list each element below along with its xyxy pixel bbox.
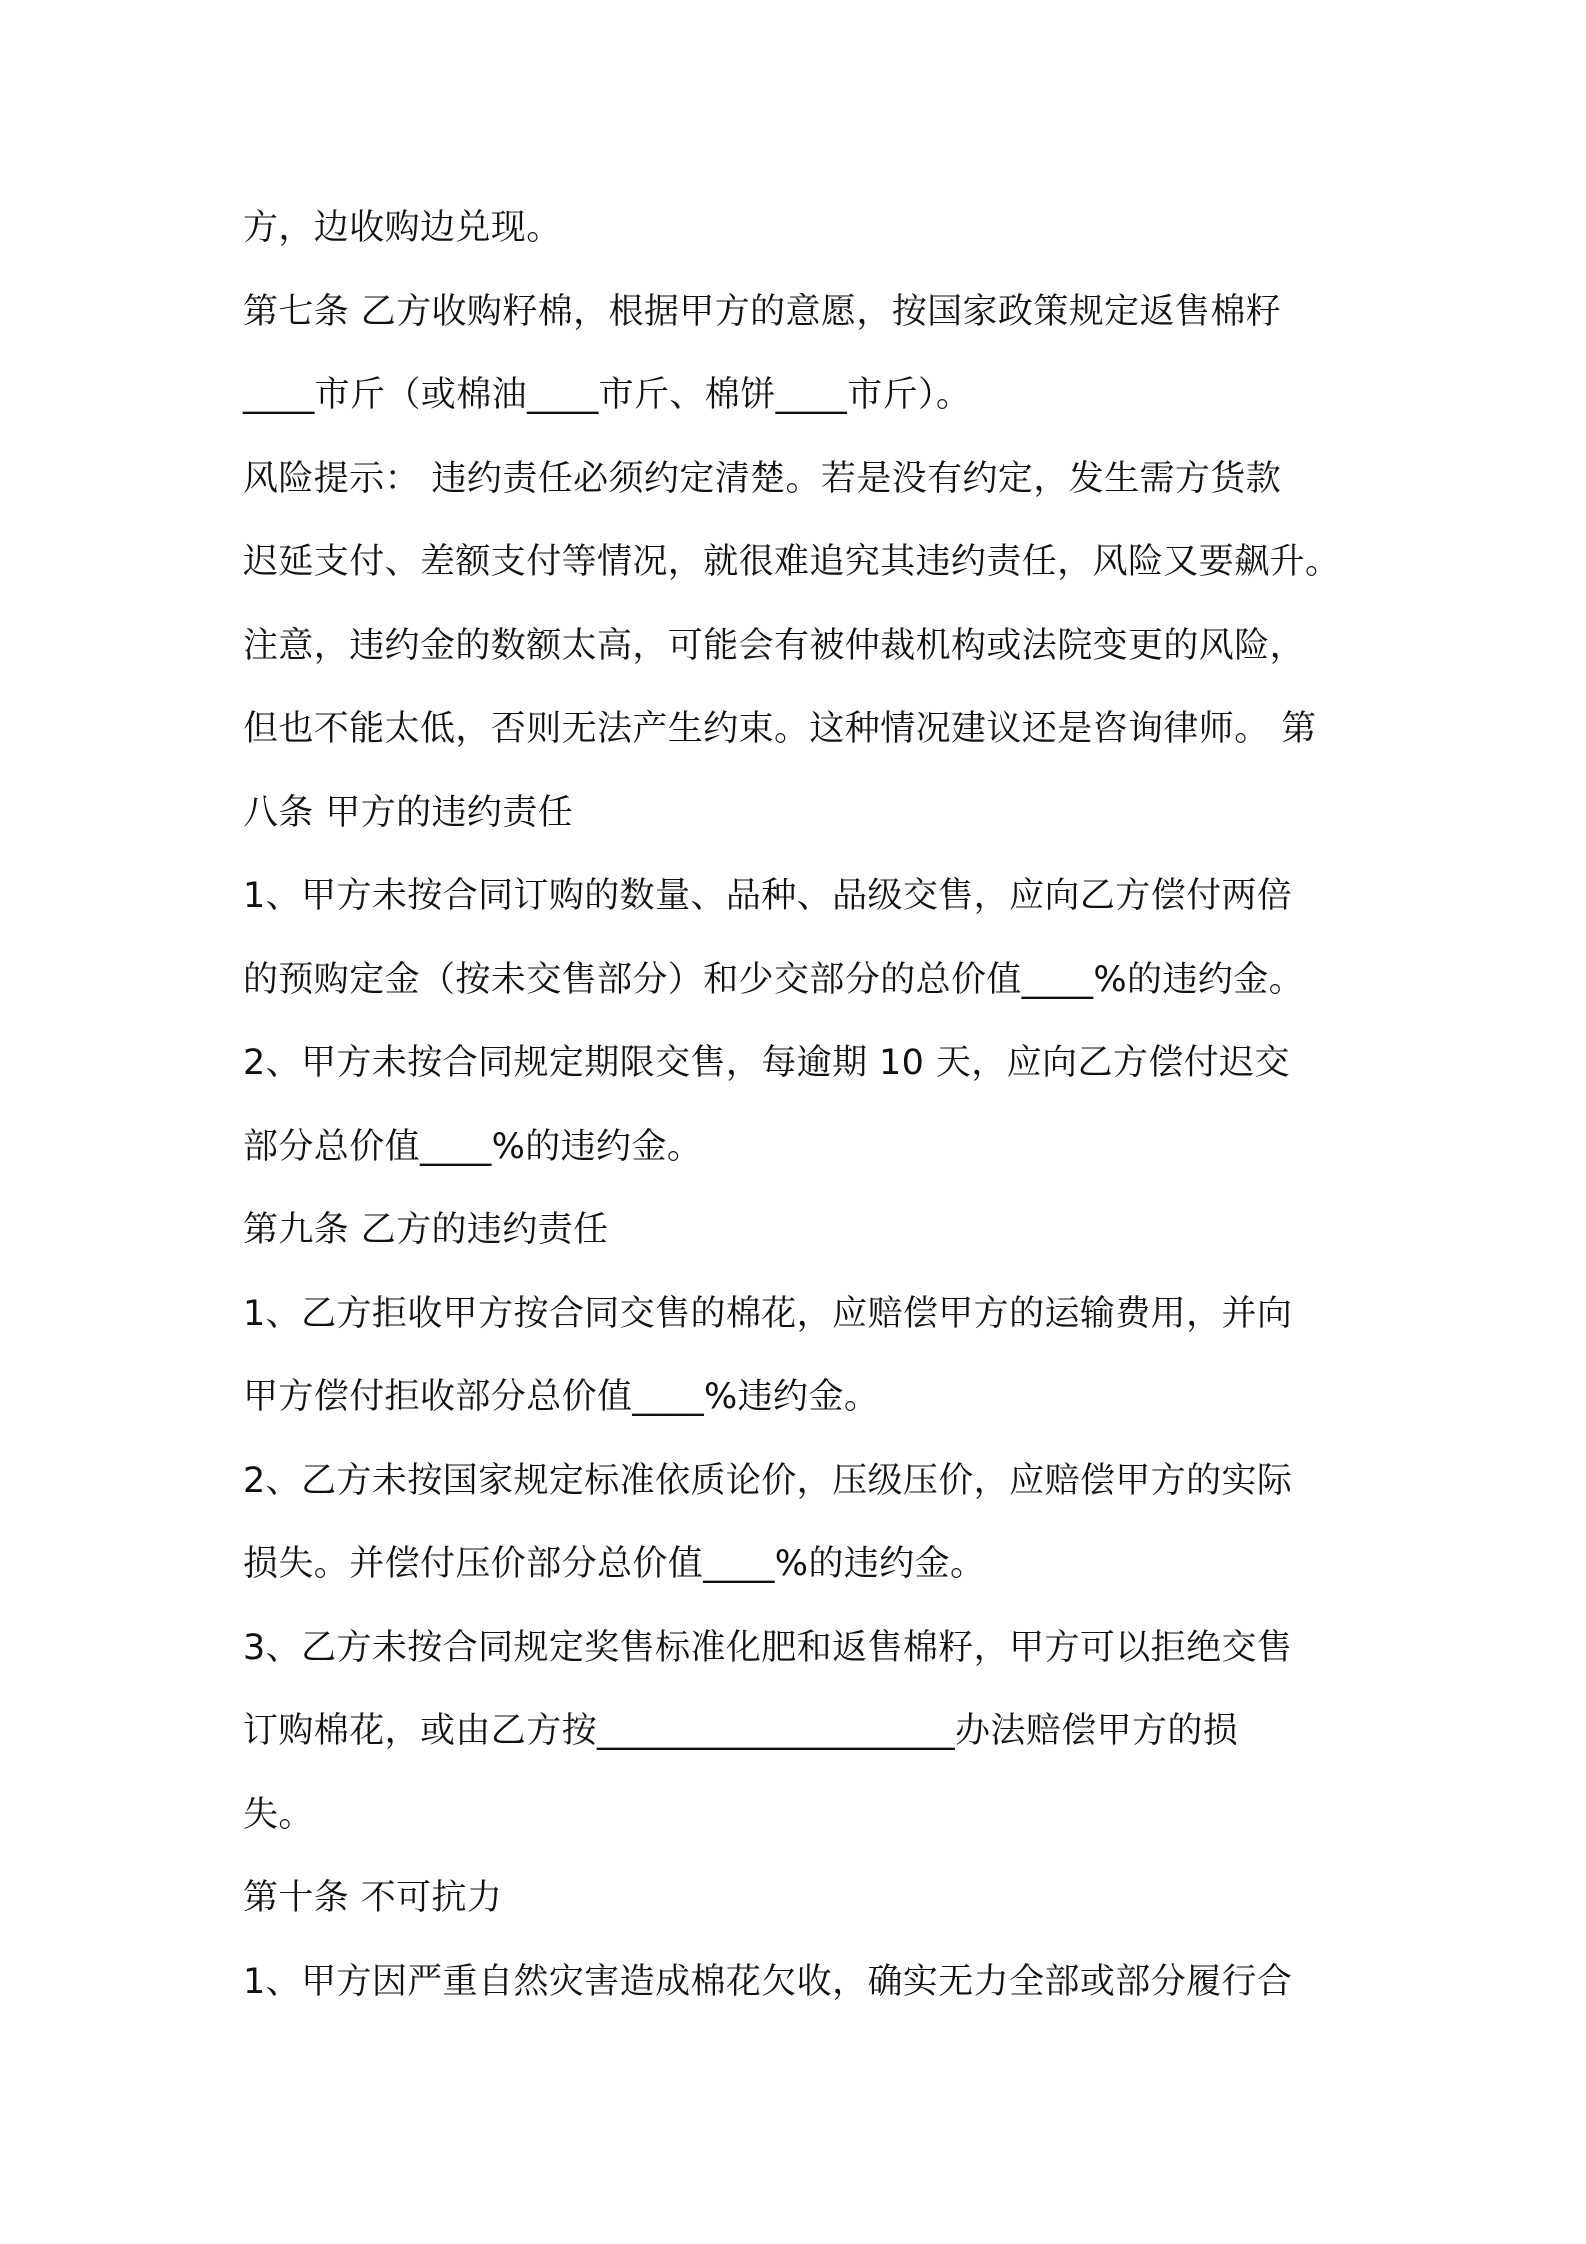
text-line: 失。 — [243, 1794, 314, 1835]
text-line: 迟延支付、差额支付等情况，就很难追究其违约责任，风险又要飙升。 — [243, 542, 1341, 582]
text-line: 订购棉花，或由乙方按____________________办法赔偿甲方的损 — [243, 1711, 1239, 1751]
article-9-heading: 第九条 乙方的违约责任 — [243, 1210, 609, 1250]
text-line: 3、乙方未按合同规定奖售标准化肥和返售棉籽，甲方可以拒绝交售 — [243, 1627, 1293, 1668]
text-line: 2、甲方未按合同规定期限交售，每逾期 10 天，应向乙方偿付迟交 — [243, 1043, 1290, 1083]
text-line: 甲方偿付拒收部分总价值____%违约金。 — [243, 1377, 880, 1417]
text-line: 注意，违约金的数额太高，可能会有被仲裁机构或法院变更的风险， — [243, 625, 1306, 666]
article-7-line: 第七条 乙方收购籽棉，根据甲方的意愿，按国家政策规定返售棉籽 — [243, 291, 1282, 332]
text-line: 1、甲方未按合同订购的数量、品种、品级交售，应向乙方偿付两倍 — [243, 876, 1293, 916]
text-line: 损失。并偿付压价部分总价值____%的违约金。 — [243, 1544, 986, 1584]
document-body — [243, 198, 1363, 2035]
text-line: 1、乙方拒收甲方按合同交售的棉花，应赔偿甲方的运输费用，并向 — [243, 1293, 1293, 1334]
text-line: ____市斤（或棉油____市斤、棉饼____市斤）。 — [243, 375, 972, 415]
text-line: 部分总价值____%的违约金。 — [243, 1126, 703, 1167]
text-line: 的预购定金（按未交售部分）和少交部分的总价值____%的违约金。 — [243, 959, 1305, 1000]
text-line: 2、乙方未按国家规定标准依质论价，压级压价，应赔偿甲方的实际 — [243, 1460, 1293, 1501]
article-8-heading: 八条 甲方的违约责任 — [243, 792, 574, 833]
text-line: 1、甲方因严重自然灾害造成棉花欠收，确实无力全部或部分履行合 — [243, 1961, 1293, 2002]
risk-notice-line: 风险提示： 违约责任必须约定清楚。若是没有约定，发生需方货款 — [243, 458, 1282, 499]
text-line: 但也不能太低，否则无法产生约束。这种情况建议还是咨询律师。 第 — [243, 709, 1317, 749]
article-10-heading: 第十条 不可抗力 — [243, 1878, 503, 1918]
text-line: 方，边收购边兑现。 — [243, 208, 562, 248]
